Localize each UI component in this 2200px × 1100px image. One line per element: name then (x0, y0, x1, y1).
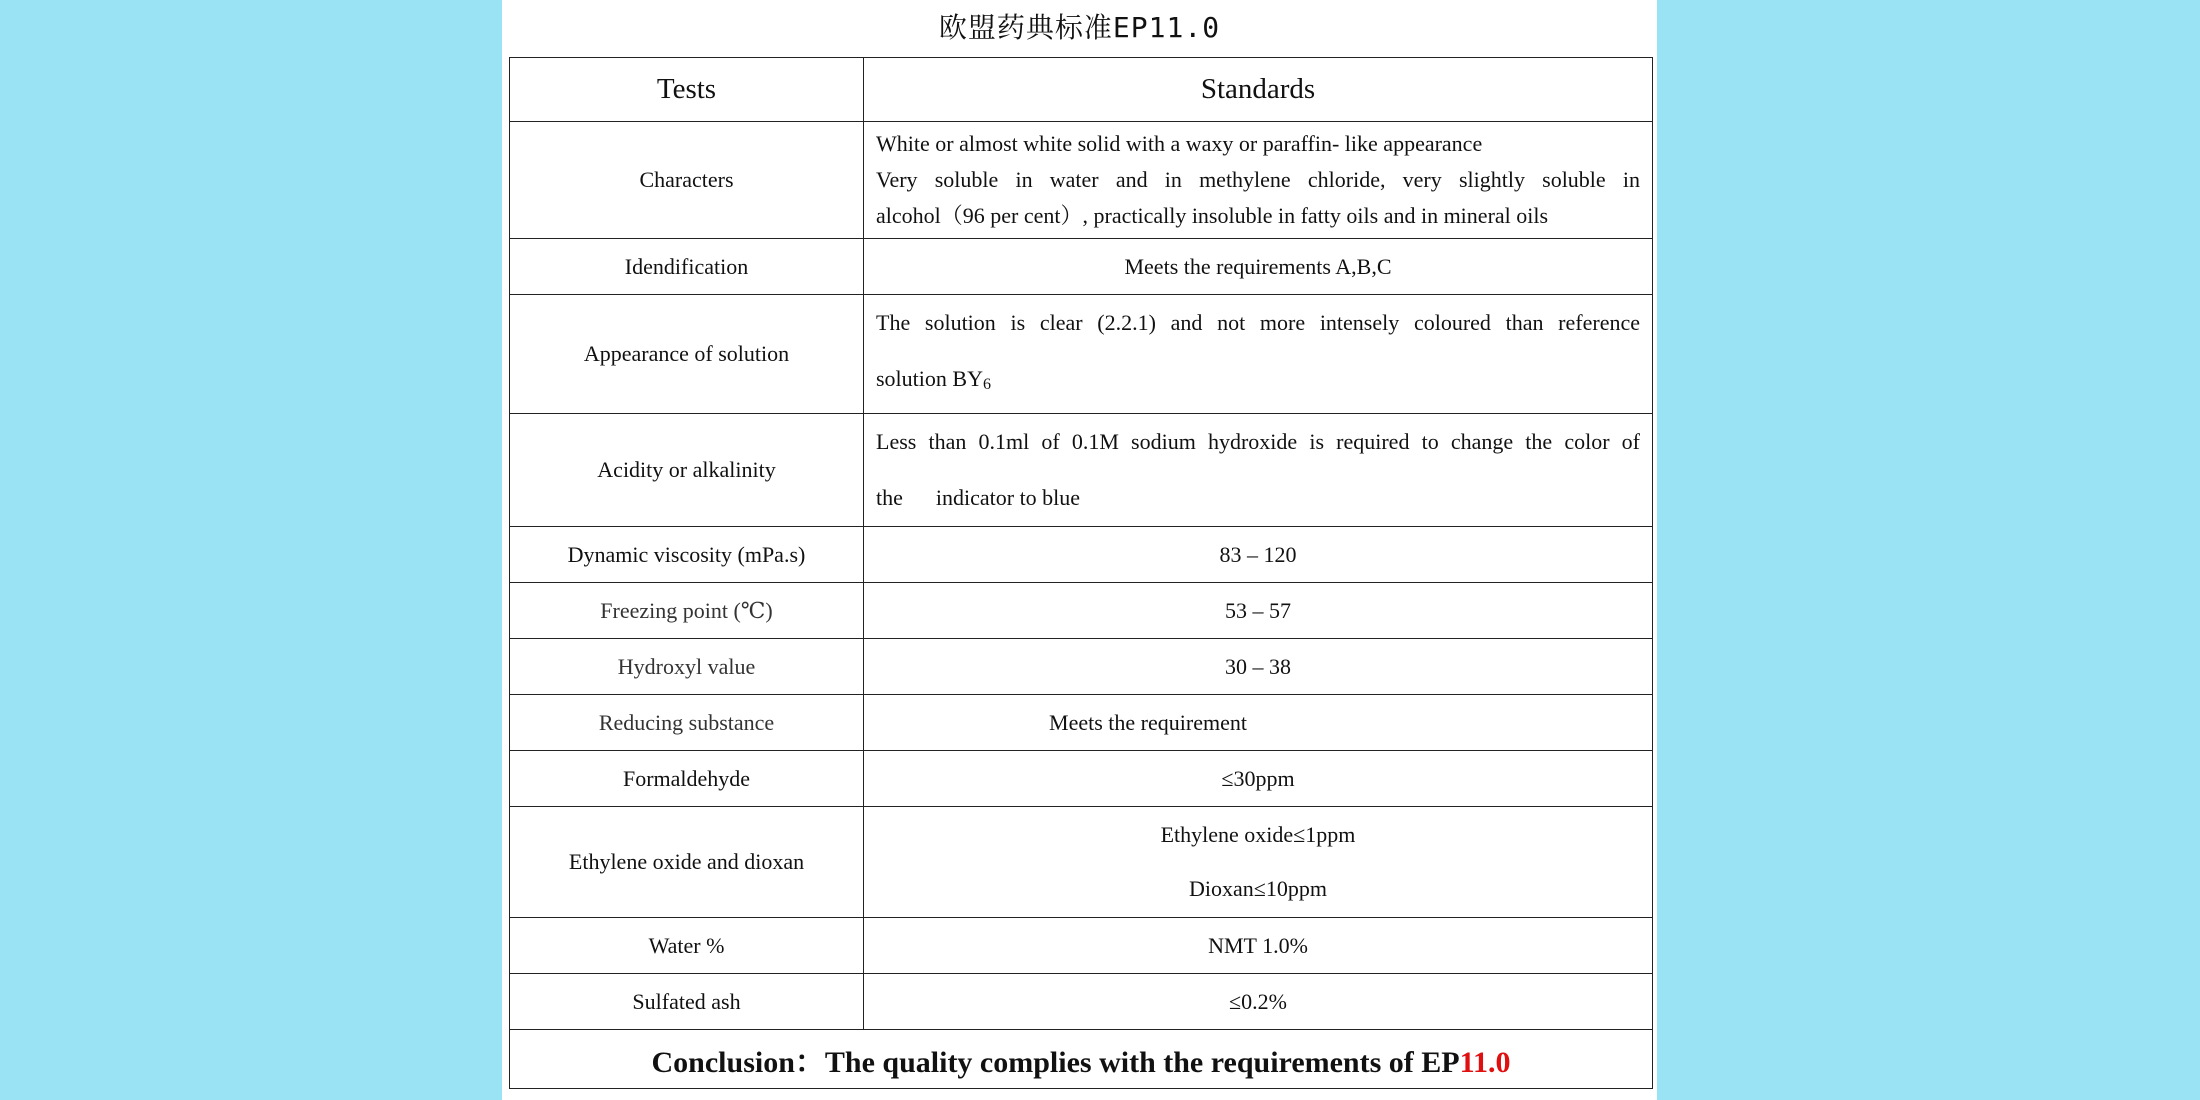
standard-cell (864, 295, 1653, 414)
standard-value: 30 – 38 (864, 639, 1653, 695)
standard-value: ≤30ppm (864, 751, 1653, 807)
test-name: Formaldehyde (510, 751, 864, 807)
test-name: Characters (510, 122, 864, 239)
table-row (510, 527, 1653, 583)
header-standards: Standards (864, 58, 1653, 122)
test-name: Idendification (510, 239, 864, 295)
table-row (510, 295, 1653, 414)
table-row (510, 414, 1653, 527)
table-row (510, 807, 1653, 918)
test-name: Ethylene oxide and dioxan (510, 807, 864, 918)
standard-value: 83 – 120 (864, 527, 1653, 583)
table-row (510, 974, 1653, 1030)
standard-value: Meets the requirement (1049, 709, 1247, 735)
specification-table (509, 57, 1653, 1089)
test-name: Freezing point (℃) (510, 583, 864, 639)
standard-cell (864, 414, 1653, 527)
header-row (510, 58, 1653, 122)
test-name: Reducing substance (510, 695, 864, 751)
standard-line: Dioxan≤10ppm (1189, 876, 1327, 901)
test-name: Appearance of solution (510, 295, 864, 414)
standard-line: Ethylene oxide≤1ppm (1160, 822, 1356, 847)
standard-line: Less than 0.1ml of 0.1M sodium hydroxide is required to change the color of (876, 429, 1640, 454)
document-title: 欧盟药典标准EP11.0 (938, 11, 1221, 44)
conclusion-version: 11.0 (1459, 1046, 1511, 1079)
conclusion (510, 1030, 1653, 1089)
test-name: Acidity or alkalinity (510, 414, 864, 527)
standard-cell (864, 695, 1653, 751)
standard-line: Very soluble in water and in methylene chloride, very slightly soluble in (876, 167, 1640, 192)
standard-line: White or almost white solid with a waxy or paraffin- like appearance (876, 131, 1483, 156)
table-row (510, 639, 1653, 695)
table-row (510, 239, 1653, 295)
test-name: Dynamic viscosity (mPa.s) (510, 527, 864, 583)
table-row (510, 751, 1653, 807)
table-row (510, 583, 1653, 639)
test-name: Hydroxyl value (510, 639, 864, 695)
test-name: Sulfated ash (510, 974, 864, 1030)
conclusion-row (510, 1030, 1653, 1089)
table-row (510, 918, 1653, 974)
document-page (502, 0, 1657, 1100)
standard-line: alcohol（96 per cent）, practically insoluble in fatty oils and in mineral oils (876, 203, 1549, 228)
standard-cell (864, 807, 1653, 918)
table-row (510, 122, 1653, 239)
conclusion-text: Conclusion：The quality complies with the requirements of EP (651, 1046, 1460, 1079)
standard-line: the indicator to blue (876, 485, 1081, 510)
standard-value: NMT 1.0% (864, 918, 1653, 974)
standard-cell (864, 122, 1653, 239)
standard-line: solution BY6 (876, 366, 991, 393)
standard-value: ≤0.2% (864, 974, 1653, 1030)
standard-line: The solution is clear (2.2.1) and not more intensely coloured than reference (876, 310, 1640, 335)
table-row (510, 695, 1653, 751)
header-tests: Tests (510, 58, 864, 122)
test-name: Water % (510, 918, 864, 974)
standard-value: Meets the requirements A,B,C (864, 239, 1653, 295)
standard-value: 53 – 57 (864, 583, 1653, 639)
subscript: 6 (982, 376, 991, 393)
